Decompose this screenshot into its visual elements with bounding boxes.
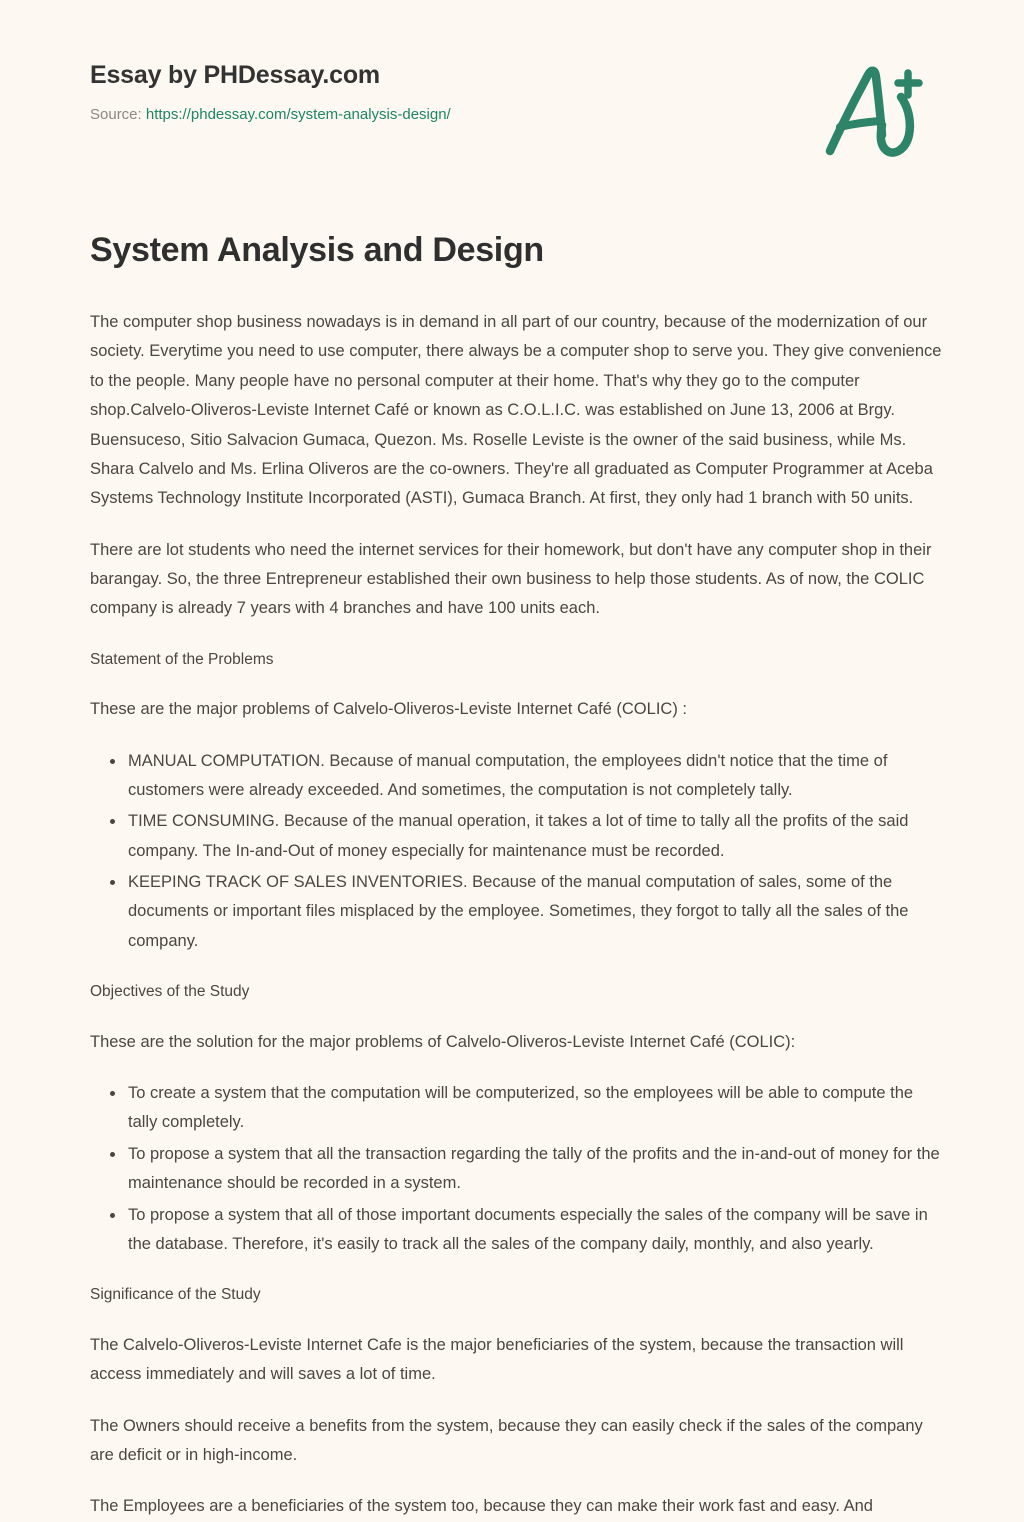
paragraph: The Owners should receive a benefits from the system, because they can easily check if the sales of the company are deficit or in high-income.: [90, 1416, 923, 1464]
list-item: To propose a system that all of those important documents especially the sales of the company will be save in the database. Therefore, it's easily to track all the sales of the company daily, monthly, and also yearly.: [90, 1201, 944, 1260]
list-item: KEEPING TRACK OF SALES INVENTORIES. Because of the manual computation of sales, some of the documents or important files misplaced by the employee. Sometimes, they forgot to tally all the sales of the company.: [90, 868, 944, 956]
article-body: [0, 231, 1024, 1522]
paragraph: The Calvelo-Oliveros-Leviste Internet Cafe is the major beneficiaries of the system, because the transaction will access immediately and will saves a lot of time.: [90, 1335, 904, 1384]
list-item: To create a system that the computation will be computerized, so the employees will be able to compute the tally completely.: [90, 1079, 944, 1138]
site-header: [0, 0, 1024, 166]
paragraph: The computer shop business nowadays is in demand in all part of our country, because of the modernization of our society. Everytime you need to use computer, there always be a computer shop to serve you. They give convenience to the people. Many people have no personal computer at their home. That's why they go to the computer shop.Calvelo-Oliveros-Leviste Internet Café or known as C.O.L.I.C. was established on June 13, 2006 at Brgy. Buensuceso, Sitio Salvacion Gumaca, Quezon. Ms. Roselle Leviste is the owner of the said business, while Ms. Shara Calvelo and Ms. Erlina Oliveros are the co-owners. They're all graduated as Computer Programmer at Aceba Systems Technology Institute Incorporated (ASTI), Gumaca Branch. At first, they only had 1 branch with 50 units.: [90, 313, 942, 508]
source-line: [90, 106, 451, 124]
objectives-list: [90, 1079, 944, 1259]
paragraph: There are lot students who need the internet services for their homework, but don't have any computer shop in their barangay. So, the three Entrepreneur established their own business to help those students. As of now, the COLIC company is already 7 years with 4 branches and have 100 units each.: [90, 540, 932, 618]
brand-title: Essay by PHDessay.com: [90, 61, 380, 89]
list-item: MANUAL COMPUTATION. Because of manual computation, the employees didn't notice that the time of customers were already exceeded. And sometimes, the computation is not completely tally.: [90, 747, 944, 806]
section-heading: Statement of the Problems: [90, 650, 274, 668]
section-heading: Objectives of the Study: [90, 983, 250, 1001]
paragraph: These are the solution for the major problems of Calvelo-Oliveros-Leviste Internet Café (COLIC):: [90, 1032, 796, 1051]
list-item: To propose a system that all the transaction regarding the tally of the profits and the in-and-out of money for the maintenance should be recorded in a system.: [90, 1140, 944, 1199]
brand-block: [90, 62, 451, 124]
section-heading: Significance of the Study: [90, 1286, 261, 1304]
problems-list: [90, 747, 944, 957]
list-item: TIME CONSUMING. Because of the manual operation, it takes a lot of time to tally all the profits of the said company. The In-and-Out of money especially for maintenance must be recorded.: [90, 807, 944, 866]
paragraph: These are the major problems of Calvelo-Oliveros-Leviste Internet Café (COLIC) :: [90, 700, 687, 719]
source-url-link[interactable]: https://phdessay.com/system-analysis-design/: [145, 105, 451, 123]
source-label: Source:: [90, 105, 142, 123]
a-plus-logo[interactable]: [814, 56, 934, 166]
paragraph: The Employees are a beneficiaries of the system too, because they can make their work fast and easy. And: [90, 1497, 873, 1516]
page-title: System Analysis and Design: [90, 231, 544, 269]
